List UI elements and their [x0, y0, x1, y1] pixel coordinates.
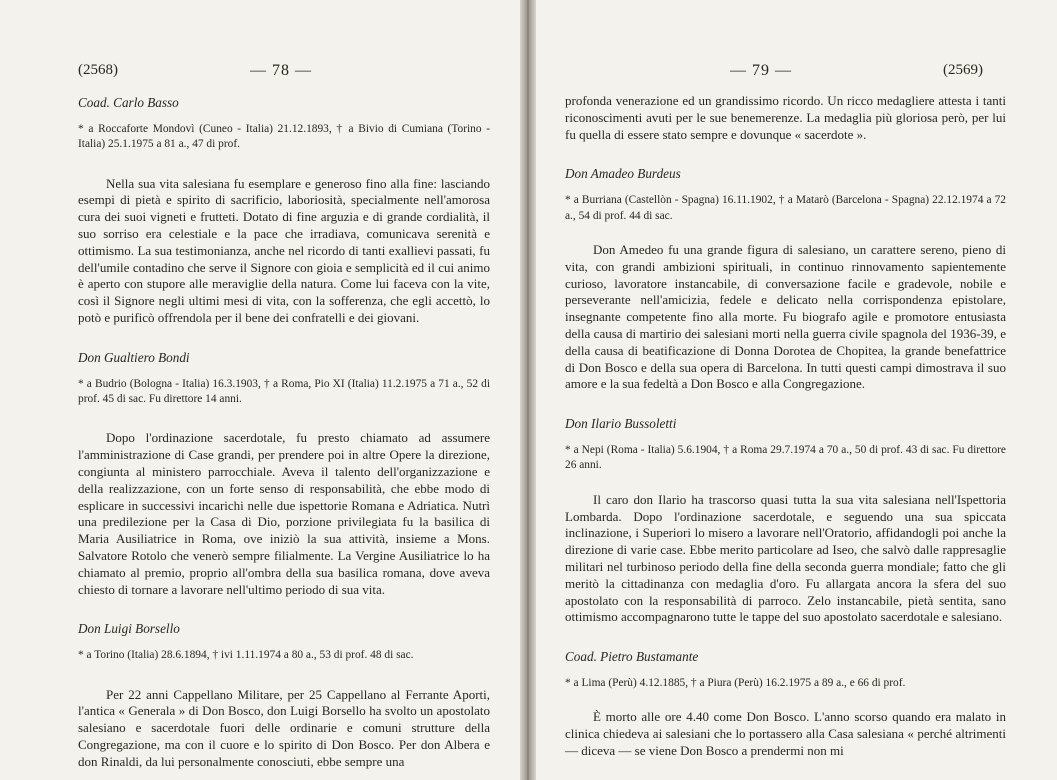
entry-info: * a Torino (Italia) 28.6.1894, † ivi 1.11.1974 a 80 a., 53 di prof. 48 di sac. — [78, 649, 414, 662]
entry-name: Coad. Carlo Basso — [78, 95, 179, 110]
page-number: — 78 — — [250, 62, 312, 79]
entry-name: Don Luigi Borsello — [78, 621, 180, 637]
book-gutter — [520, 0, 536, 780]
entry-info: * a Burriana (Castellòn - Spagna) 16.11.1902, † a Matarò (Barcelona - Spagna) 22.12.1974 a 72 a., 54 di prof. 44 di sac. — [565, 194, 1006, 222]
entry-info: * a Roccaforte Mondovì (Cuneo - Italia) 21.12.1893, † a Bivio di Cumiana (Torino - Italia) 25.1.1975 a 81 a., 47 di prof. — [78, 122, 490, 151]
entry-name: Don Ilario Bussoletti — [565, 416, 677, 432]
entry-body: È morto alle ore 4.40 come Don Bosco. L'anno scorso quando era malato in clinica chiedeva ai salesiani che lo portassero alla Casa salesiana « perché altrimenti — diceva — se viene Don Bosco a prendermi non mi — [565, 709, 1006, 758]
entry-name: Coad. Pietro Bustamante — [565, 649, 699, 665]
continuation-text: profonda venerazione ed un grandissimo ricordo. Un ricco medagliere attesta i tanti riconoscimenti avuti per le sue benemerenze. La medaglia più gloriosa però, per lui fu quella di essere stato sempre e dovunque « sacerdote ». — [565, 93, 1006, 142]
entry-info: * a Nepi (Roma - Italia) 5.6.1904, † a Roma 29.7.1974 a 70 a., 50 di prof. 43 di sac. Fu direttore 26 anni. — [565, 443, 1006, 472]
entry-info: * a Lima (Perù) 4.12.1885, † a Piura (Perù) 16.2.1975 a 89 a., e 66 di prof. — [565, 676, 906, 689]
entry-body: Dopo l'ordinazione sacerdotale, fu presto chiamato ad assumere l'amministrazione di Case grandi, per prendere poi in altre Opere la direzione, congiunta al ministero parrocchiale. Aveva il talento dell'organizzazione e della realizzazione, con un forte senso di responsabilità, che ebbe modo di esplicare in successivi incarichi nelle due ispettorie Romana e Adriatica. Nutrì una predilezione per la Casa di Dio, porzione privilegiata fu la basilica di Maria Ausiliatrice in Roma, ove iniziò la sua attività, insieme a Mons. Salvatore Rotolo che venerò sempre filialmente. La Vergine Ausiliatrice lo ha chiamato al premio, proprio all'ombra della sua basilica romana, dove aveva chiesto di tornare a lavorare nell'ultimo periodo di sua vita. — [78, 430, 490, 597]
right-column — [565, 93, 1006, 760]
entry-body: Per 22 anni Cappellano Militare, per 25 Cappellano al Ferrante Aporti, l'antica « Generala » di Don Bosco, don Luigi Borsello ha svolto un apostolato salesiano e sacerdotale fuori delle ordinarie e comuni strutture della Congregazione, ma con il cuore e lo spirito di Don Bosco. Per don Albera e don Rinaldi, da lui personalmente conosciuti, ebbe sempre una — [78, 686, 490, 769]
entry-body: Nella sua vita salesiana fu esemplare e generoso fino alla fine: lasciando esempi di pietà e spirito di sacrificio, laboriosità, specialmente nell'amorosa cura dei suoi vigneti e frutteti. Dotato di fine arguzia e di grande cordialità, il suo sorriso era celestiale e la pace che irradiava, comunicava serenità e ottimismo. La sua testimonianza, anche nel ricordo di tanti exallievi passati, fu dell'umile contadino che serve il Signore con gioia e semplicità ed il cui animo è aperto con stupore alle meraviglie della natura. Come lui faceva con la vite, così il Signore negli ultimi mesi di vita, con la sofferenza, che egli accettò, lo potò e purificò offrendola per il bene dei confratelli e dei giovani. — [78, 175, 490, 325]
entry-name: Don Gualtiero Bondi — [78, 349, 190, 365]
left-page — [0, 0, 520, 780]
entry-body: Don Amedeo fu una grande figura di salesiano, un carattere sereno, pieno di vita, con grandi ambizioni spirituali, in continuo rinnovamento sapientemente curioso, lavoratore instancabile, di conversazione facile e gradevole, nobile e perseverante nell'amicizia, fedele e delicato nella corrispondenza epistolare, insegnante competente fino alla morte. Fu biografo agile e promotore entusiasta della causa di martirio dei salesiani morti nella guerra civile spagnola del 1936-39, e della causa di beatificazione di Donna Dorotea de Chopitea, la grande benefattrice di Don Bosco e della sua opera di Barcelona. In tutti questi campi dimostrava il suo amore e la sua fedeltà a Don Bosco e alla Congregazione. — [565, 242, 1006, 392]
page-archive-number: (2569) — [943, 62, 983, 78]
left-column — [78, 95, 490, 771]
entry-body: Il caro don Ilario ha trascorso quasi tutta la sua vita salesiana nell'Ispettoria Lombarda. Dopo l'ordinazione sacerdotale, e seguendo una sua spiccata inclinazione, i Superiori lo misero a lavorare nell'Oratorio, affidandogli poi anche la direzione di varie case. Ebbe merito particolare ad Iseo, che salvò dalle rappresaglie militari nel turbinoso periodo della fine della seconda guerra mondiale; fatto che gli meritò la cittadinanza con medaglia d'oro. Fu allargata ancora la sfera del suo apostolato con la responsabilità di parroco. Zelo instancabile, pietà sentita, sano ottimismo accompagnarono tutte le tappe del suo apostolato sacerdotale e salesiano. — [565, 491, 1006, 625]
page-number: — 79 — — [730, 62, 792, 79]
entry-info: * a Budrio (Bologna - Italia) 16.3.1903, † a Roma, Pio XI (Italia) 11.2.1975 a 71 a., 52 di prof. 45 di sac. Fu direttore 14 anni. — [78, 377, 490, 405]
right-page — [536, 0, 1057, 780]
page-archive-number: (2568) — [78, 62, 118, 78]
entry-name: Don Amadeo Burdeus — [565, 166, 681, 182]
